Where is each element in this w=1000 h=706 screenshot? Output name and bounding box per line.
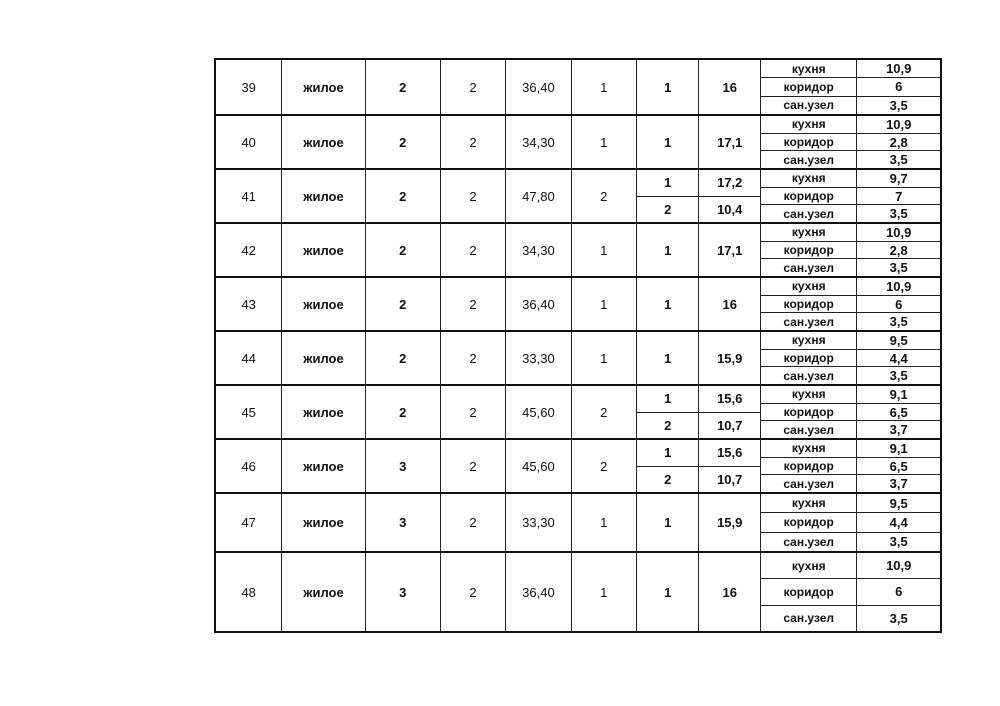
apartment-table bbox=[214, 58, 942, 633]
rooms-value: 2 bbox=[365, 332, 440, 384]
aux-name: кухня bbox=[791, 117, 826, 132]
aux-entry bbox=[761, 116, 940, 133]
aux-area: 3,5 bbox=[856, 606, 940, 631]
flat-number: 40 bbox=[241, 134, 256, 150]
aux-entry bbox=[761, 258, 940, 276]
flat-type: жилое bbox=[281, 386, 364, 438]
aux-entry bbox=[761, 133, 940, 151]
flat-type: жилое bbox=[281, 494, 364, 551]
flat-number: 42 bbox=[241, 242, 256, 258]
rooms-value: 3 bbox=[365, 440, 440, 492]
aux-entry bbox=[761, 366, 940, 384]
room-area: 10,7 bbox=[698, 467, 760, 493]
aux-area: 3,5 bbox=[856, 259, 940, 276]
room-list bbox=[636, 553, 760, 631]
aux-name: кухня bbox=[791, 61, 826, 76]
aux-area: 2,8 bbox=[856, 242, 940, 259]
room-number: 1 bbox=[664, 296, 672, 312]
room-entry bbox=[637, 553, 760, 631]
aux-list bbox=[760, 116, 940, 168]
room-count: 2 bbox=[571, 170, 636, 222]
aux-entry bbox=[761, 332, 940, 349]
aux-entry bbox=[761, 474, 940, 492]
aux-entry bbox=[761, 420, 940, 438]
total-area: 34,30 bbox=[505, 224, 570, 276]
room-area: 17,2 bbox=[698, 170, 760, 196]
room-entry bbox=[637, 332, 760, 384]
aux-name: кухня bbox=[791, 333, 826, 348]
room-number: 1 bbox=[664, 350, 672, 366]
rooms-value: 2 bbox=[365, 224, 440, 276]
aux-entry bbox=[761, 532, 940, 551]
aux-name: кухня bbox=[791, 225, 826, 240]
aux-name: сан.узел bbox=[783, 206, 835, 221]
table-row bbox=[216, 330, 940, 384]
flat-type: жилое bbox=[281, 170, 364, 222]
room-area: 15,9 bbox=[698, 332, 760, 384]
total-area: 36,40 bbox=[505, 60, 570, 114]
table-row bbox=[216, 551, 940, 631]
aux-entry bbox=[761, 440, 940, 457]
room-entry bbox=[637, 440, 760, 466]
flat-type: жилое bbox=[281, 224, 364, 276]
room-count: 1 bbox=[571, 116, 636, 168]
aux-area: 3,5 bbox=[856, 151, 940, 168]
aux-name: кухня bbox=[791, 387, 826, 402]
aux-entry bbox=[761, 241, 940, 259]
floor-value: 2 bbox=[440, 553, 505, 631]
flat-type: жилое bbox=[281, 278, 364, 330]
aux-name: коридор bbox=[783, 351, 834, 365]
table-row bbox=[216, 60, 940, 114]
aux-area: 6,5 bbox=[856, 458, 940, 475]
aux-area: 3,7 bbox=[856, 475, 940, 492]
rooms-value: 2 bbox=[365, 386, 440, 438]
room-number: 1 bbox=[664, 391, 672, 407]
aux-name: кухня bbox=[791, 558, 826, 573]
rooms-value: 3 bbox=[365, 494, 440, 551]
aux-list bbox=[760, 278, 940, 330]
aux-area: 6 bbox=[856, 579, 940, 604]
aux-area: 3,5 bbox=[856, 313, 940, 330]
total-area: 36,40 bbox=[505, 553, 570, 631]
aux-area: 6 bbox=[856, 296, 940, 313]
table-row bbox=[216, 438, 940, 492]
total-area: 34,30 bbox=[505, 116, 570, 168]
aux-list bbox=[760, 494, 940, 551]
aux-name: коридор bbox=[783, 405, 834, 419]
aux-area: 6 bbox=[856, 78, 940, 95]
room-entry bbox=[637, 60, 760, 114]
flat-number: 43 bbox=[241, 296, 256, 312]
room-list bbox=[636, 60, 760, 114]
aux-list bbox=[760, 386, 940, 438]
aux-entry bbox=[761, 553, 940, 578]
aux-entry bbox=[761, 170, 940, 187]
aux-list bbox=[760, 170, 940, 222]
room-area: 10,4 bbox=[698, 197, 760, 223]
aux-name: коридор bbox=[783, 189, 834, 203]
floor-value: 2 bbox=[440, 494, 505, 551]
room-count: 2 bbox=[571, 440, 636, 492]
aux-entry bbox=[761, 512, 940, 531]
aux-entry bbox=[761, 60, 940, 77]
total-area: 33,30 bbox=[505, 332, 570, 384]
aux-area: 9,7 bbox=[856, 170, 940, 187]
room-area: 16 bbox=[698, 553, 760, 631]
aux-entry bbox=[761, 312, 940, 330]
total-area: 33,30 bbox=[505, 494, 570, 551]
room-entry bbox=[637, 170, 760, 196]
aux-entry bbox=[761, 77, 940, 95]
room-number: 2 bbox=[664, 471, 672, 487]
room-list bbox=[636, 494, 760, 551]
aux-area: 3,5 bbox=[856, 97, 940, 114]
table-row bbox=[216, 384, 940, 438]
aux-entry bbox=[761, 150, 940, 168]
floor-value: 2 bbox=[440, 116, 505, 168]
room-number: 1 bbox=[664, 175, 672, 191]
room-area: 15,6 bbox=[698, 440, 760, 466]
aux-name: сан.узел bbox=[783, 260, 835, 275]
aux-area: 2,8 bbox=[856, 134, 940, 151]
aux-name: кухня bbox=[791, 441, 826, 456]
aux-name: коридор bbox=[783, 297, 834, 311]
aux-area: 4,4 bbox=[856, 513, 940, 531]
room-number: 1 bbox=[664, 515, 672, 530]
room-count: 2 bbox=[571, 386, 636, 438]
aux-area: 3,5 bbox=[856, 533, 940, 551]
aux-entry bbox=[761, 295, 940, 313]
aux-entry bbox=[761, 494, 940, 512]
room-entry bbox=[637, 412, 760, 439]
aux-name: коридор bbox=[783, 243, 834, 257]
aux-area: 10,9 bbox=[856, 116, 940, 133]
room-area: 15,6 bbox=[698, 386, 760, 412]
room-count: 1 bbox=[571, 553, 636, 631]
aux-area: 6,5 bbox=[856, 404, 940, 421]
aux-entry bbox=[761, 386, 940, 403]
aux-entry bbox=[761, 278, 940, 295]
aux-list bbox=[760, 60, 940, 114]
room-count: 1 bbox=[571, 332, 636, 384]
aux-name: сан.узел bbox=[783, 534, 835, 549]
room-count: 1 bbox=[571, 60, 636, 114]
aux-area: 10,9 bbox=[856, 278, 940, 295]
room-area: 17,1 bbox=[698, 116, 760, 168]
aux-name: сан.узел bbox=[783, 98, 835, 113]
flat-number: 48 bbox=[241, 584, 256, 600]
room-count: 1 bbox=[571, 494, 636, 551]
room-number: 1 bbox=[664, 242, 672, 258]
table-row bbox=[216, 222, 940, 276]
aux-name: коридор bbox=[783, 515, 834, 530]
room-list bbox=[636, 386, 760, 438]
aux-name: сан.узел bbox=[783, 422, 835, 437]
table-row bbox=[216, 114, 940, 168]
aux-name: коридор bbox=[783, 459, 834, 473]
room-number: 1 bbox=[664, 584, 672, 600]
aux-name: сан.узел bbox=[783, 152, 835, 167]
table-row bbox=[216, 276, 940, 330]
floor-value: 2 bbox=[440, 224, 505, 276]
flat-type: жилое bbox=[281, 440, 364, 492]
room-list bbox=[636, 224, 760, 276]
aux-entry bbox=[761, 457, 940, 475]
aux-area: 3,7 bbox=[856, 421, 940, 438]
total-area: 47,80 bbox=[505, 170, 570, 222]
floor-value: 2 bbox=[440, 386, 505, 438]
flat-type: жилое bbox=[281, 332, 364, 384]
aux-name: сан.узел bbox=[783, 611, 835, 626]
aux-list bbox=[760, 332, 940, 384]
room-entry bbox=[637, 196, 760, 223]
aux-name: кухня bbox=[791, 279, 826, 294]
room-area: 15,9 bbox=[698, 494, 760, 551]
aux-area: 10,9 bbox=[856, 224, 940, 241]
room-count: 1 bbox=[571, 278, 636, 330]
aux-entry bbox=[761, 403, 940, 421]
room-area: 10,7 bbox=[698, 413, 760, 439]
flat-number: 41 bbox=[241, 188, 256, 204]
aux-area: 3,5 bbox=[856, 367, 940, 384]
aux-entry bbox=[761, 605, 940, 631]
total-area: 45,60 bbox=[505, 440, 570, 492]
flat-number: 47 bbox=[241, 515, 256, 530]
aux-list bbox=[760, 440, 940, 492]
rooms-value: 2 bbox=[365, 278, 440, 330]
aux-area: 3,5 bbox=[856, 205, 940, 222]
aux-entry bbox=[761, 96, 940, 114]
aux-entry bbox=[761, 349, 940, 367]
flat-type: жилое bbox=[281, 60, 364, 114]
room-entry bbox=[637, 224, 760, 276]
aux-area: 9,5 bbox=[856, 332, 940, 349]
aux-list bbox=[760, 224, 940, 276]
aux-entry bbox=[761, 187, 940, 205]
aux-name: коридор bbox=[783, 79, 834, 94]
room-number: 1 bbox=[664, 134, 672, 150]
flat-number: 39 bbox=[241, 79, 256, 95]
floor-value: 2 bbox=[440, 170, 505, 222]
room-number: 2 bbox=[664, 417, 672, 433]
room-area: 17,1 bbox=[698, 224, 760, 276]
floor-value: 2 bbox=[440, 332, 505, 384]
room-list bbox=[636, 440, 760, 492]
flat-type: жилое bbox=[281, 116, 364, 168]
flat-type: жилое bbox=[281, 553, 364, 631]
flat-number: 46 bbox=[241, 458, 256, 474]
floor-value: 2 bbox=[440, 278, 505, 330]
aux-name: сан.узел bbox=[783, 368, 835, 383]
aux-area: 9,5 bbox=[856, 494, 940, 512]
aux-entry bbox=[761, 224, 940, 241]
table-row bbox=[216, 492, 940, 551]
rooms-value: 2 bbox=[365, 170, 440, 222]
aux-area: 9,1 bbox=[856, 440, 940, 457]
aux-area: 10,9 bbox=[856, 60, 940, 77]
aux-name: кухня bbox=[791, 171, 826, 186]
aux-name: сан.узел bbox=[783, 476, 835, 491]
aux-name: сан.узел bbox=[783, 314, 835, 329]
room-entry bbox=[637, 116, 760, 168]
room-list bbox=[636, 278, 760, 330]
aux-entry bbox=[761, 578, 940, 604]
room-count: 1 bbox=[571, 224, 636, 276]
floor-value: 2 bbox=[440, 60, 505, 114]
table-row bbox=[216, 168, 940, 222]
room-entry bbox=[637, 278, 760, 330]
flat-number: 45 bbox=[241, 404, 256, 420]
aux-area: 4,4 bbox=[856, 350, 940, 367]
aux-area: 7 bbox=[856, 188, 940, 205]
room-entry bbox=[637, 466, 760, 493]
room-list bbox=[636, 170, 760, 222]
room-number: 2 bbox=[664, 201, 672, 217]
flat-number: 44 bbox=[241, 350, 256, 366]
room-area: 16 bbox=[698, 60, 760, 114]
floor-value: 2 bbox=[440, 440, 505, 492]
room-area: 16 bbox=[698, 278, 760, 330]
aux-list bbox=[760, 553, 940, 631]
room-list bbox=[636, 332, 760, 384]
total-area: 36,40 bbox=[505, 278, 570, 330]
aux-name: кухня bbox=[791, 496, 826, 511]
rooms-value: 3 bbox=[365, 553, 440, 631]
room-entry bbox=[637, 494, 760, 551]
total-area: 45,60 bbox=[505, 386, 570, 438]
aux-area: 9,1 bbox=[856, 386, 940, 403]
rooms-value: 2 bbox=[365, 116, 440, 168]
room-number: 1 bbox=[664, 79, 672, 95]
room-number: 1 bbox=[664, 445, 672, 461]
room-entry bbox=[637, 386, 760, 412]
rooms-value: 2 bbox=[365, 60, 440, 114]
aux-area: 10,9 bbox=[856, 553, 940, 578]
aux-entry bbox=[761, 204, 940, 222]
room-list bbox=[636, 116, 760, 168]
aux-name: коридор bbox=[783, 584, 834, 599]
aux-name: коридор bbox=[783, 135, 834, 149]
